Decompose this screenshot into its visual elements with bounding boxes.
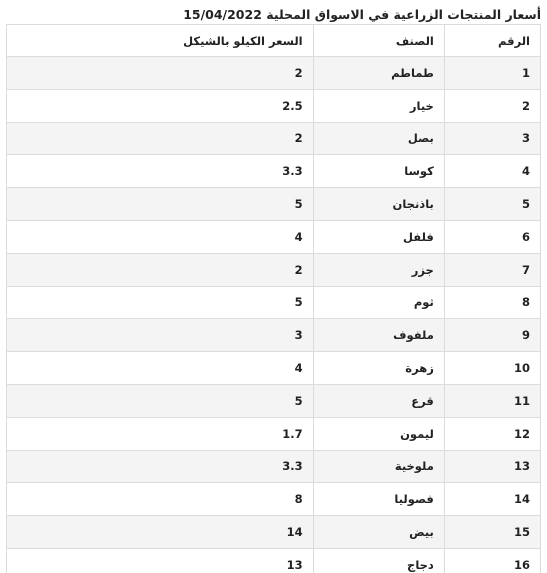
table-row	[7, 122, 541, 155]
cell-price: 2.5	[7, 89, 314, 122]
cell-item: باذنجان	[313, 188, 444, 221]
cell-number: 15	[444, 516, 540, 549]
table-row	[7, 450, 541, 483]
cell-price: 5	[7, 384, 314, 417]
table-row	[7, 89, 541, 122]
table-row	[7, 384, 541, 417]
cell-number: 9	[444, 319, 540, 352]
cell-item: ملفوف	[313, 319, 444, 352]
cell-number: 5	[444, 188, 540, 221]
cell-price: 3.3	[7, 450, 314, 483]
cell-item: طماطم	[313, 57, 444, 90]
cell-number: 6	[444, 220, 540, 253]
cell-price: 2	[7, 253, 314, 286]
header-number: الرقم	[444, 25, 540, 57]
header-price: السعر الكيلو بالشيكل	[7, 25, 314, 57]
cell-number: 11	[444, 384, 540, 417]
cell-price: 8	[7, 483, 314, 516]
cell-price: 1.7	[7, 417, 314, 450]
table-row	[7, 352, 541, 385]
table-row	[7, 548, 541, 573]
table-header-row	[7, 25, 541, 57]
table-row	[7, 188, 541, 221]
cell-price: 3.3	[7, 155, 314, 188]
cell-number: 4	[444, 155, 540, 188]
table-caption: أسعار المنتجات الزراعية في الاسواق المحلية 15/04/2022	[183, 7, 541, 22]
cell-price: 3	[7, 319, 314, 352]
cell-number: 13	[444, 450, 540, 483]
table-row	[7, 220, 541, 253]
table-row	[7, 516, 541, 549]
table-row	[7, 319, 541, 352]
cell-price: 14	[7, 516, 314, 549]
prices-table	[6, 24, 541, 573]
cell-price: 4	[7, 220, 314, 253]
cell-item: فلفل	[313, 220, 444, 253]
cell-item: فصوليا	[313, 483, 444, 516]
table-row	[7, 417, 541, 450]
cell-item: بصل	[313, 122, 444, 155]
cell-number: 7	[444, 253, 540, 286]
cell-number: 14	[444, 483, 540, 516]
cell-item: خيار	[313, 89, 444, 122]
table-row	[7, 286, 541, 319]
cell-number: 16	[444, 548, 540, 573]
table-row	[7, 483, 541, 516]
cell-item: قرع	[313, 384, 444, 417]
cell-number: 12	[444, 417, 540, 450]
header-item: الصنف	[313, 25, 444, 57]
cell-price: 5	[7, 286, 314, 319]
cell-price: 2	[7, 57, 314, 90]
cell-price: 4	[7, 352, 314, 385]
table-row	[7, 155, 541, 188]
cell-number: 2	[444, 89, 540, 122]
cell-item: دجاج	[313, 548, 444, 573]
table-row	[7, 253, 541, 286]
table-row	[7, 57, 541, 90]
cell-price: 5	[7, 188, 314, 221]
cell-item: ثوم	[313, 286, 444, 319]
cell-number: 10	[444, 352, 540, 385]
cell-item: بيض	[313, 516, 444, 549]
cell-item: زهرة	[313, 352, 444, 385]
cell-number: 1	[444, 57, 540, 90]
cell-price: 13	[7, 548, 314, 573]
cell-item: ليمون	[313, 417, 444, 450]
cell-price: 2	[7, 122, 314, 155]
cell-item: جزر	[313, 253, 444, 286]
cell-number: 3	[444, 122, 540, 155]
table-body	[7, 57, 541, 573]
cell-item: كوسا	[313, 155, 444, 188]
cell-number: 8	[444, 286, 540, 319]
cell-item: ملوخية	[313, 450, 444, 483]
